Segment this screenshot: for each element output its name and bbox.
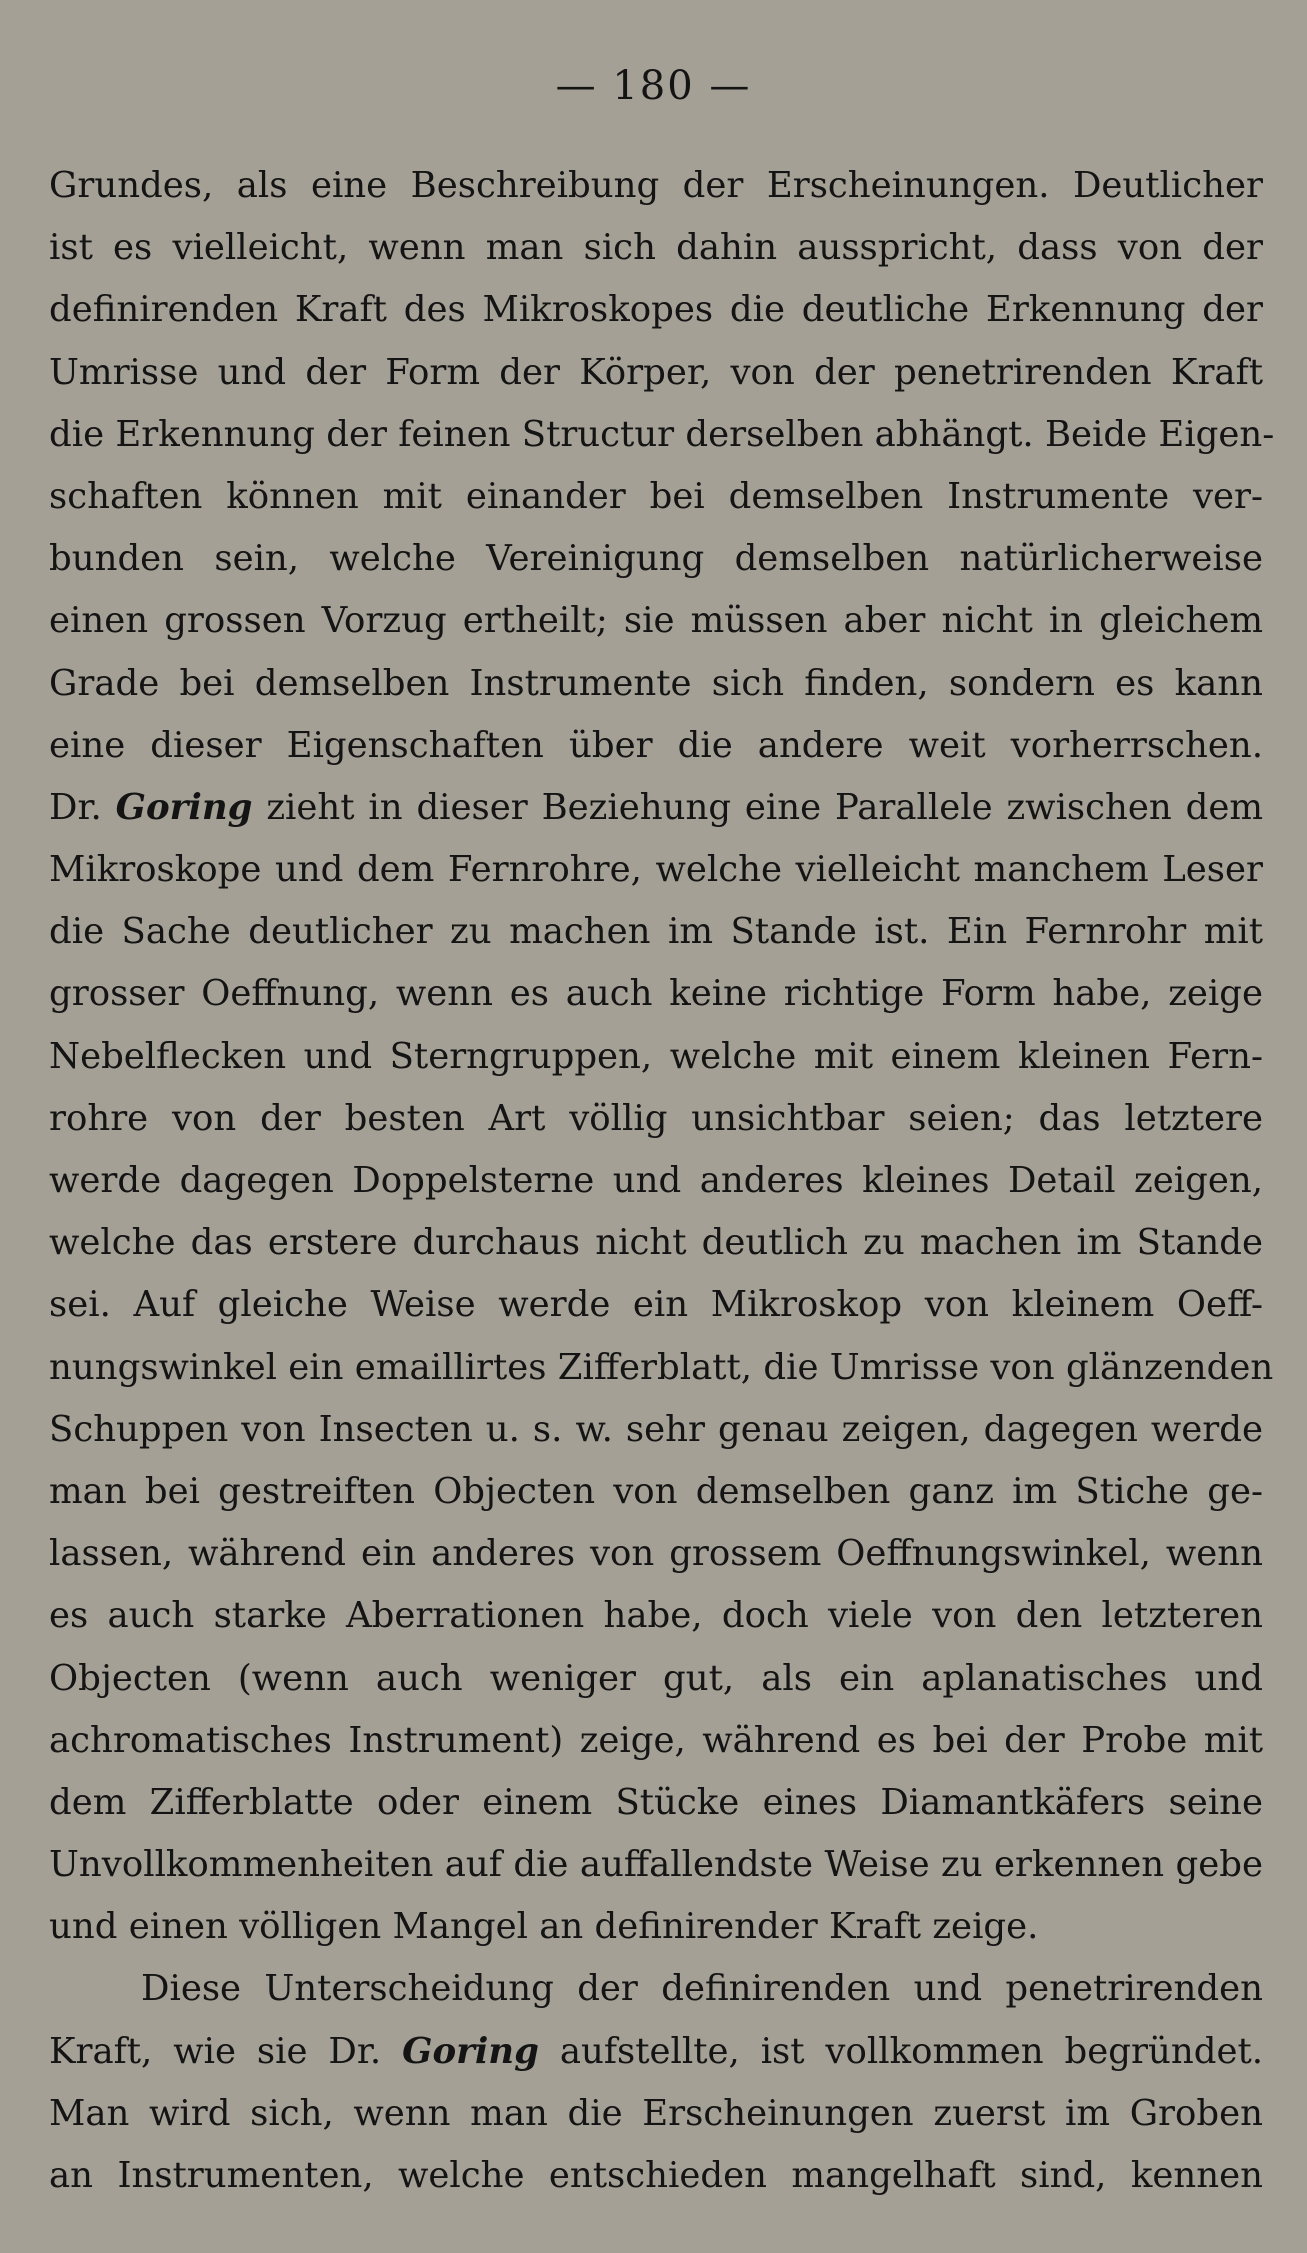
text-line: eine dieser Eigenschaften über die andere weit vorherrschen. [49, 724, 1263, 766]
text-line: werde dagegen Doppelsterne und anderes kleines Detail zeigen, [49, 1160, 1263, 1201]
text-segment: zieht in dieser Beziehung eine Parallele zwischen dem [252, 786, 1264, 828]
text-line: die Erkennung der feinen Structur derselben abhängt. Beide Eigen- [49, 413, 1275, 455]
text-line: Objecten (wenn auch weniger gut, als ein aplanatisches und [49, 1657, 1263, 1699]
paragraph-2 [49, 1958, 1263, 2207]
text-line: Grade bei demselben Instrumente sich finden, sondern es kann [49, 662, 1263, 704]
text-line: an Instrumenten, welche entschieden mangelhaft sind, kennen [49, 2155, 1263, 2196]
text-line: sei. Auf gleiche Weise werde ein Mikroskop von kleinem Oeff- [49, 1284, 1263, 1326]
text-line: achromatisches Instrument) zeige, während es bei der Probe mit [49, 1719, 1263, 1761]
text-line: und einen völligen Mangel an definirender Kraft zeige. [49, 1906, 1039, 1948]
text-line: ist es vielleicht, wenn man sich dahin ausspricht, dass von der [49, 227, 1263, 269]
text-line: man bei gestreiften Objecten von demselben ganz im Stiche ge- [49, 1470, 1263, 1512]
text-line: welche das erstere durchaus nicht deutlich zu machen im Stande [49, 1222, 1263, 1264]
text-line: bunden sein, welche Vereinigung demselben natürlicherweise [49, 538, 1263, 580]
text-line: Unvollkommenheiten auf die auffallendste Weise zu erkennen gebe [49, 1844, 1263, 1886]
text-line: Grundes, als eine Beschreibung der Erscheinungen. Deutlicher [49, 165, 1263, 206]
text-line: nungswinkel ein emaillirtes Zifferblatt, die Umrisse von glänzenden [49, 1346, 1274, 1388]
text-line: Nebelflecken und Sterngruppen, welche mit einem kleinen Fern- [49, 1035, 1263, 1077]
text-segment: aufstellte, ist vollkommen begründet. [538, 2030, 1263, 2072]
text-line: rohre von der besten Art völlig unsichtbar seien; das letztere [49, 1097, 1263, 1139]
paragraph-1 [49, 155, 1275, 1958]
body-text [49, 155, 1275, 2207]
text-segment: Kraft, wie sie Dr. [49, 2030, 403, 2072]
text-line: einen grossen Vorzug ertheilt; sie müssen aber nicht in gleichem [49, 600, 1263, 642]
author-name-goring: Goring [402, 2030, 539, 2072]
text-line: Diese Unterscheidung der definirenden und penetrirenden [141, 1968, 1263, 2010]
text-line: Man wird sich, wenn man die Erscheinungen zuerst im Groben [49, 2092, 1263, 2134]
text-line: definirenden Kraft des Mikroskopes die deutliche Erkennung der [49, 289, 1263, 331]
text-line: Umrisse und der Form der Körper, von der penetrirenden Kraft [49, 351, 1263, 393]
text-line: schaften können mit einander bei demselben Instrumente ver- [49, 475, 1263, 517]
text-line: lassen, während ein anderes von grossem Oeffnungswinkel, wenn [49, 1533, 1263, 1575]
text-line [49, 777, 1263, 839]
page-number: — 180 — [555, 63, 752, 109]
text-line: die Sache deutlicher zu machen im Stande ist. Ein Fernrohr mit [49, 911, 1263, 953]
text-line: Mikroskope und dem Fernrohre, welche vielleicht manchem Leser [49, 849, 1263, 891]
text-line [49, 2021, 1263, 2083]
author-name-goring: Goring [115, 786, 253, 828]
text-line: grosser Oeffnung, wenn es auch keine richtige Form habe, zeige [49, 973, 1263, 1015]
text-line: es auch starke Aberrationen habe, doch viele von den letzteren [49, 1595, 1263, 1637]
text-segment: Dr. [49, 786, 116, 828]
text-line: Schuppen von Insecten u. s. w. sehr genau zeigen, dagegen werde [49, 1408, 1263, 1450]
text-line: dem Zifferblatte oder einem Stücke eines Diamantkäfers seine [49, 1781, 1263, 1823]
